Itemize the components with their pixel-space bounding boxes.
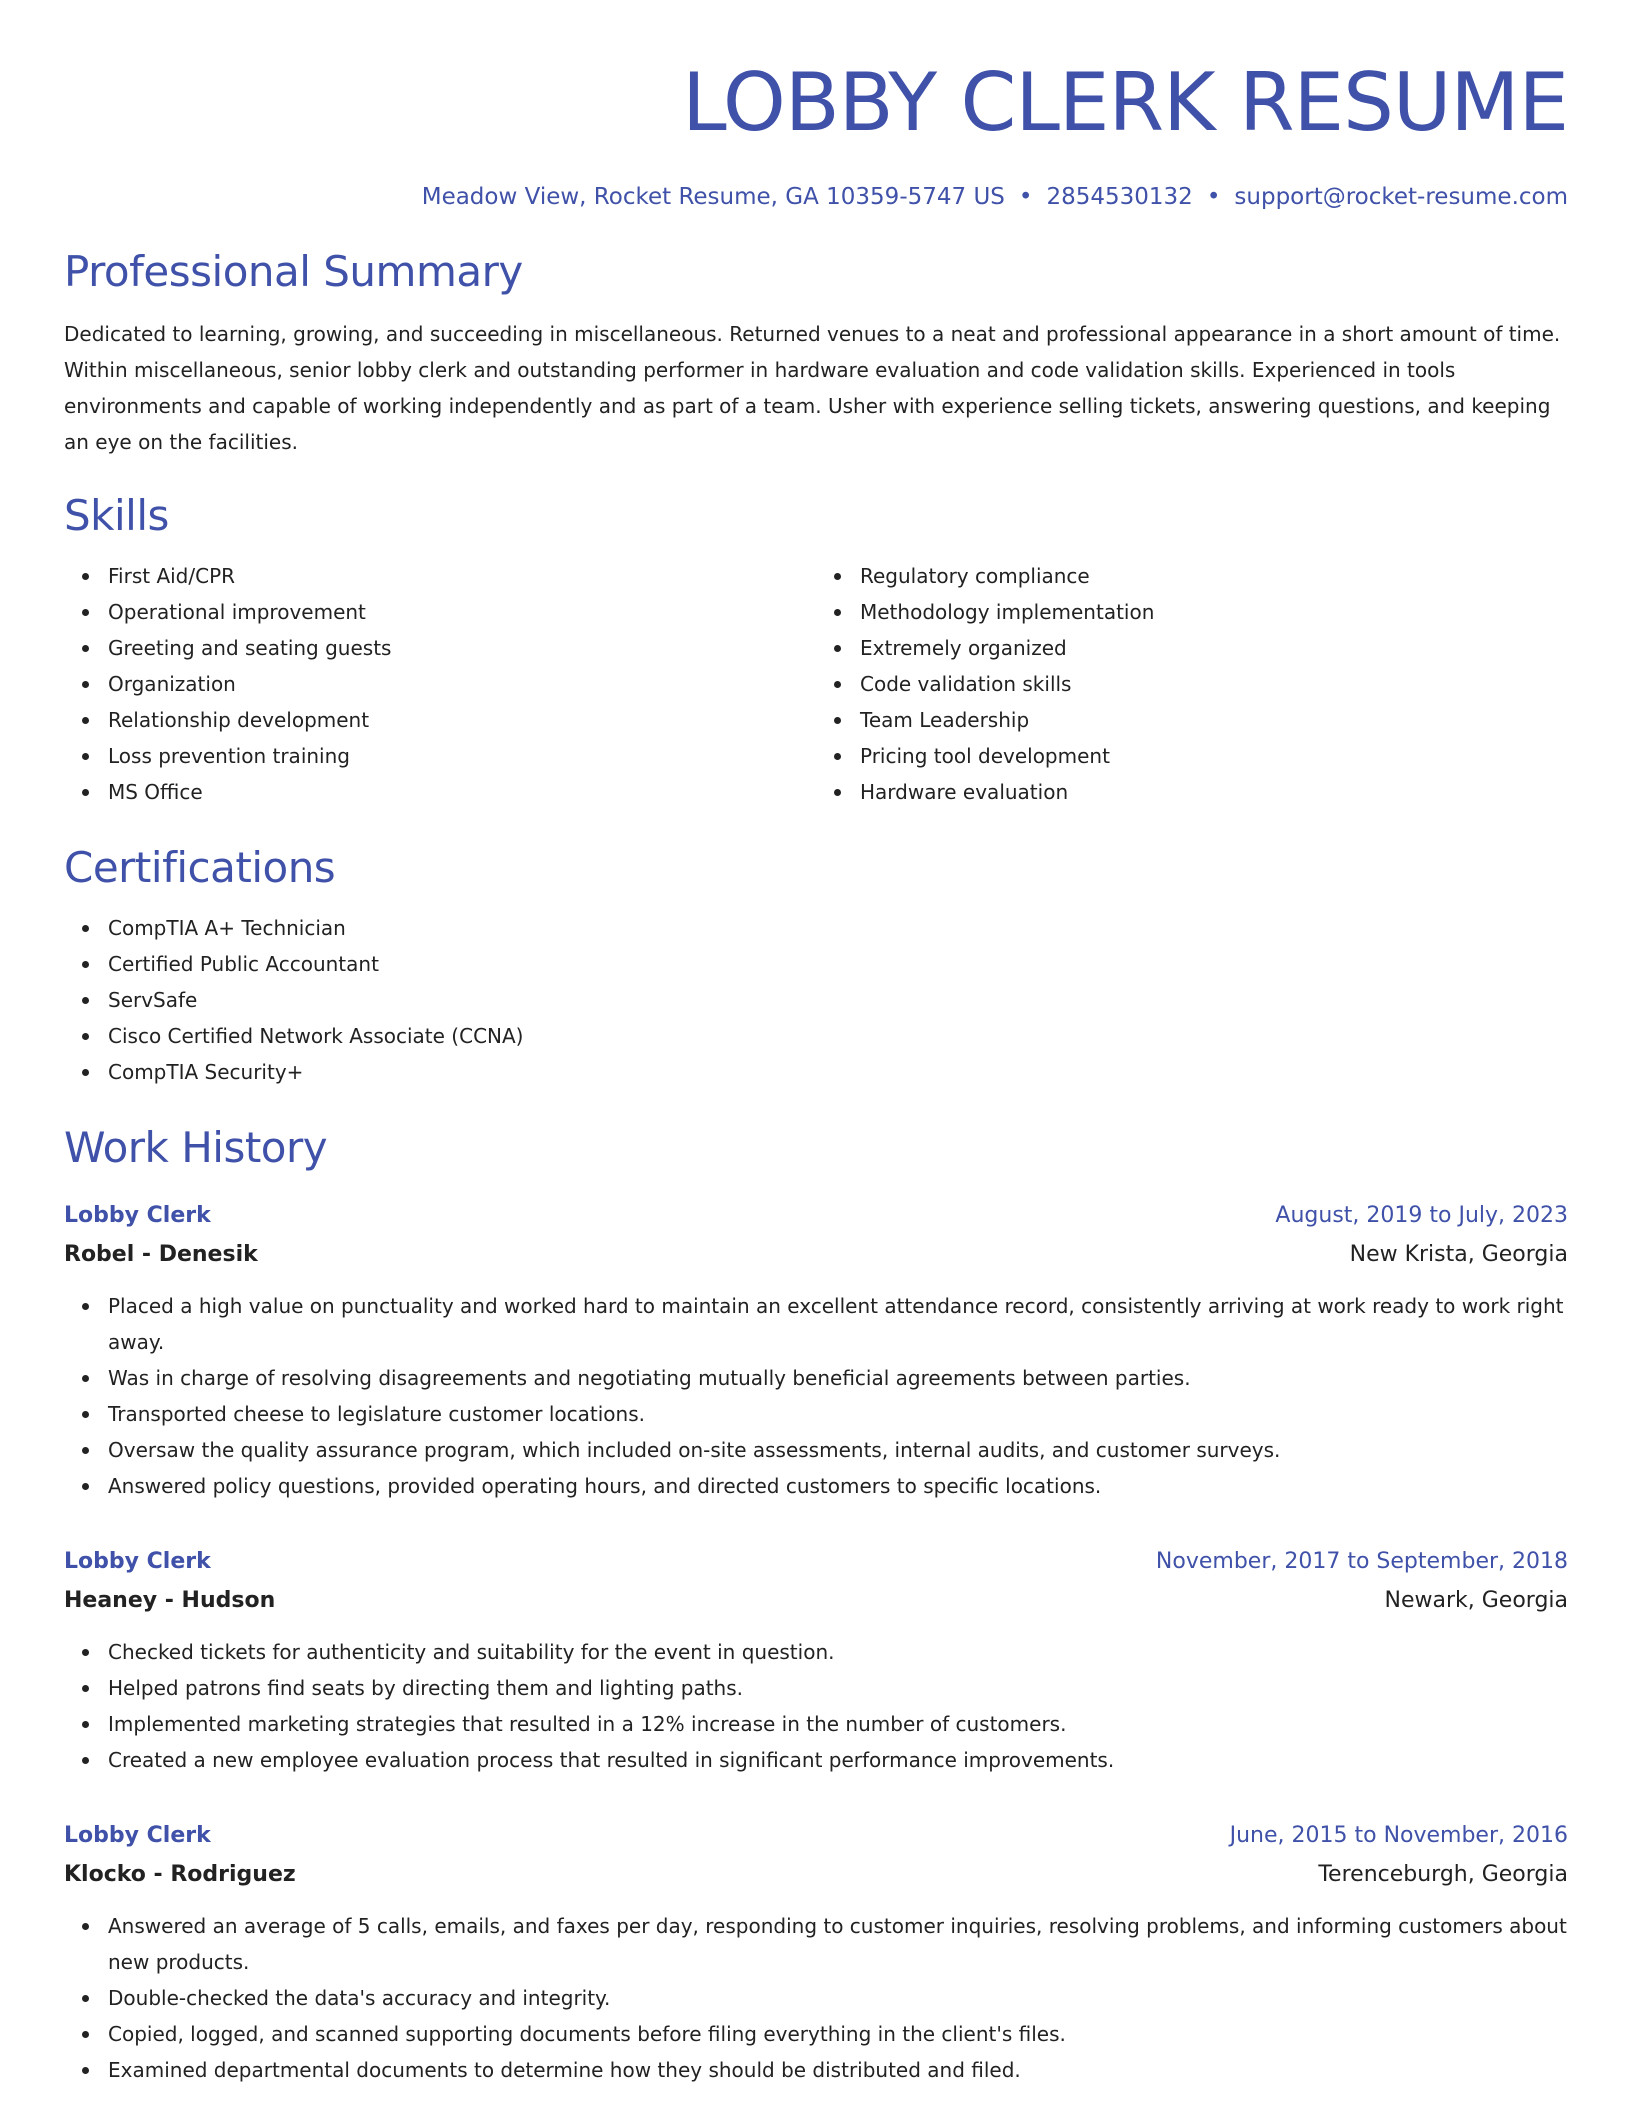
job-duty-item: Checked tickets for authenticity and suitability for the event in question. [108,1634,1568,1670]
job-duties-list [64,1634,1568,1778]
job-company-row [64,1236,1568,1274]
job-header-row [64,1196,1568,1236]
job-title: Lobby Clerk [64,1549,211,1574]
skill-item: Loss prevention training [108,738,816,774]
job-company: Klocko - Rodriguez [64,1862,296,1887]
job-title: Lobby Clerk [64,1823,211,1848]
job-duty-item: Examined departmental documents to determine how they should be distributed and filed. [108,2052,1568,2088]
resume-title: LOBBY CLERK RESUME [682,56,1568,149]
skills-heading: Skills [64,491,169,540]
job-entry [64,1816,1568,2088]
job-header-row [64,1542,1568,1582]
job-duty-item: Placed a high value on punctuality and worked hard to maintain an excellent attendance record, consistently arriving at work ready to work right away. [108,1288,1568,1360]
job-dates: June, 2015 to November, 2016 [1229,1823,1568,1848]
skill-item: Greeting and seating guests [108,630,816,666]
job-title: Lobby Clerk [64,1203,211,1228]
contact-separator: • [1018,184,1033,210]
certifications-heading: Certifications [64,843,336,892]
skills-list-left [64,558,816,810]
summary-text: Dedicated to learning, growing, and succeeding in miscellaneous. Returned venues to a neat and professional appearance in a short amount of time. Within miscellaneous, senior lobby clerk and outstanding performer in hardware evaluation and code validation skills. Experienced in tools environments and capable of working independently and as part of a team. Usher with experience selling tickets, answering questions, and keeping an eye on the facilities. [64,322,1561,454]
skill-item: Operational improvement [108,594,816,630]
skill-item: Hardware evaluation [860,774,1568,810]
job-duty-item: Answered policy questions, provided operating hours, and directed customers to specific locations. [108,1468,1568,1504]
job-entry [64,1542,1568,1778]
skill-item: Pricing tool development [860,738,1568,774]
job-company-row [64,1582,1568,1620]
certification-item: Cisco Certified Network Associate (CCNA) [108,1018,1568,1054]
job-duty-item: Double-checked the data's accuracy and integrity. [108,1980,1568,2016]
skill-item: Code validation skills [860,666,1568,702]
work-history-heading: Work History [64,1123,328,1172]
certification-item: CompTIA A+ Technician [108,910,1568,946]
skill-item: Methodology implementation [860,594,1568,630]
job-duty-item: Transported cheese to legislature customer locations. [108,1396,1568,1432]
skill-item: Team Leadership [860,702,1568,738]
job-duty-item: Was in charge of resolving disagreements and negotiating mutually beneficial agreements between parties. [108,1360,1568,1396]
contact-phone: 2854530132 [1046,184,1193,210]
job-company: Robel - Denesik [64,1242,258,1267]
contact-line [64,180,1568,214]
skill-item: First Aid/CPR [108,558,816,594]
job-location: New Krista, Georgia [1349,1242,1568,1267]
contact-email[interactable]: support@rocket-resume.com [1234,184,1568,210]
certification-item: ServSafe [108,982,1568,1018]
job-dates: August, 2019 to July, 2023 [1275,1203,1568,1228]
job-duty-item: Oversaw the quality assurance program, which included on-site assessments, internal audits, and customer surveys. [108,1432,1568,1468]
job-duty-item: Helped patrons find seats by directing them and lighting paths. [108,1670,1568,1706]
job-location: Newark, Georgia [1384,1588,1568,1613]
resume-header [64,50,1568,214]
certifications-list [64,910,1568,1090]
skill-item: Regulatory compliance [860,558,1568,594]
job-duty-item: Answered an average of 5 calls, emails, and faxes per day, responding to customer inquiries, resolving problems, and informing customers about new products. [108,1908,1568,1980]
skill-item: Extremely organized [860,630,1568,666]
contact-separator: • [1206,184,1221,210]
job-company: Heaney - Hudson [64,1588,276,1613]
certification-item: Certified Public Accountant [108,946,1568,982]
job-duty-item: Created a new employee evaluation process that resulted in significant performance improvements. [108,1742,1568,1778]
skills-list-right [816,558,1568,810]
job-entry [64,1196,1568,1504]
certification-item: CompTIA Security+ [108,1054,1568,1090]
job-company-row [64,1856,1568,1894]
skill-item: Relationship development [108,702,816,738]
skill-item: MS Office [108,774,816,810]
skill-item: Organization [108,666,816,702]
contact-address: Meadow View, Rocket Resume, GA 10359-5747 US [421,184,1005,210]
summary-heading: Professional Summary [64,247,523,296]
skills-columns [64,558,1568,810]
job-duty-item: Copied, logged, and scanned supporting documents before filing everything in the client's files. [108,2016,1568,2052]
job-location: Terenceburgh, Georgia [1318,1862,1568,1887]
job-duties-list [64,1288,1568,1504]
job-duty-item: Implemented marketing strategies that resulted in a 12% increase in the number of customers. [108,1706,1568,1742]
job-duties-list [64,1908,1568,2088]
job-dates: November, 2017 to September, 2018 [1155,1549,1568,1574]
job-header-row [64,1816,1568,1856]
